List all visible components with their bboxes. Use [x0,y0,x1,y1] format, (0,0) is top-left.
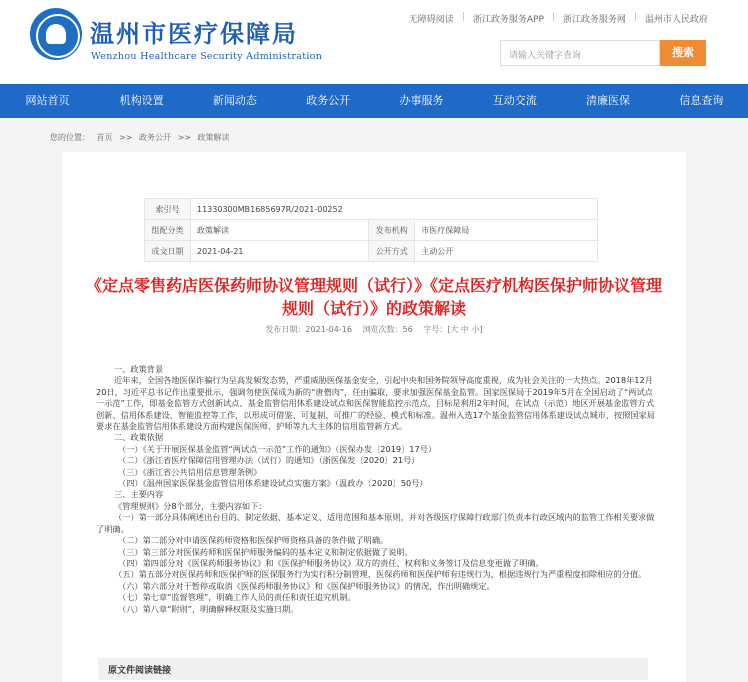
table-row [145,241,598,262]
top-link-app[interactable]: 浙江政务服务APP [472,15,544,25]
meta-value: 市医疗保障局 [415,220,598,241]
site-subtitle: Wenzhou Healthcare Security Administration [91,51,323,62]
article-paragraph: （七）第七章“监督管理”，明确工作人员的责任和责任追究机制。 [118,592,356,603]
article-paragraph: （三）第三部分对医保药师和医保护师服务编码的基本定义和制定依据做了说明。 [118,546,413,557]
nav-item-integrity[interactable]: 清廉医保 [586,94,631,107]
top-links [409,12,708,25]
nav-item-home[interactable]: 网站首页 [25,94,70,107]
breadcrumb [50,132,234,143]
table-row [145,220,598,241]
article-title: 《定点零售药店医保药师协议管理规则（试行）》《定点医疗机构医保护师协议管理规则（试行）》的政策解读 [85,276,662,318]
publish-info [62,324,686,335]
divider: | [551,12,555,22]
article-body [96,364,656,615]
article-paragraph: 近年来，全国各地医保诈骗行为呈高发频发态势，严重威胁医保基金安全，引起中央和国务院领导高度重视，成为社会关注的一大热点。2018年12月20日，习近平总书记作出重要批示，强调勿使医保成为新的“唐僧肉”，任由骗取，要求加强医保基金监管。国家医保局于2019年5月在全国启动了“两试点一示范”工作，即基金监管方式创新试点、基金监管信用体系建设试点和医保智能监控示范点，目标是利用2年时间，在试点（示范）地区开展基金监管方式创新、信用体系建设、智能监控等工作，以形成可借鉴、可复制、可推广的经验、模式和标准。温州入选17个基金监管信用体系建设试点城市，按照国家局要求在基金监管信用体系建设方面构建医保医师、护师等九大主体的信用监管新方式。 [96,375,655,432]
top-link-gov[interactable]: 温州市人民政府 [644,15,708,25]
meta-value: 主动公开 [415,241,598,262]
article-paragraph: 一、政策背景 [114,364,164,374]
meta-value: 政策解读 [191,220,369,241]
main-nav [0,84,748,118]
meta-label: 组配分类 [145,220,191,241]
breadcrumb-home[interactable]: 首页 [96,133,113,142]
meta-label: 索引号 [145,199,191,220]
nav-item-news[interactable]: 新闻动态 [212,94,257,107]
site-logo[interactable] [30,8,82,60]
article-paragraph: 二、政策依据 [114,432,164,443]
meta-label: 成文日期 [145,241,191,262]
search-input[interactable]: 请输入关键字查询 [500,40,660,66]
article-paragraph: （八）第八章“附则”，明确解释权限及实施日期。 [118,603,299,614]
article-paragraph: （一）《关于开展医保基金监管“两试点一示范”工作的通知》（医保办发〔2019〕17号） [118,443,437,454]
font-size-control[interactable]: 字号：[大 中 小] [423,325,483,334]
meta-label: 公开方式 [369,241,415,262]
top-link-accessible[interactable]: 无障碍阅读 [408,15,454,25]
top-link-service[interactable]: 浙江政务服务网 [562,15,626,25]
article-paragraph: 《管理规则》分8个部分，主要内容如下： [114,500,267,511]
breadcrumb-prefix: 您的位置： [50,133,90,142]
article-panel [62,152,686,682]
meta-value: 11330300MB1685697R/2021-00252 [191,199,598,220]
nav-item-org[interactable]: 机构设置 [119,94,164,107]
article-paragraph: （五）第五部分对医保药师和医保护师的医保服务行为实行积分制管理，医保药师和医保护师有违规行为，根据违规行为严重程度扣除相应的分值。 [114,569,647,580]
shield-icon [46,24,66,44]
breadcrumb-separator: >> [119,133,133,142]
meta-table [144,198,598,262]
article-paragraph: （四）第四部分对《医保药师服务协议》和《医保护师服务协议》双方的责任、权利和义务签订及信息变更做了明确。 [118,557,544,568]
publish-date: 发布日期：2021-04-16 [265,325,352,334]
divider: | [633,12,637,22]
site-header [0,0,748,84]
search-button[interactable]: 搜索 [660,40,706,66]
meta-label: 发布机构 [369,220,415,241]
article-paragraph: （一）第一部分具体阐述出台目的、制定依据、基本定义、适用范围和基本原则，并对各级医疗保障行政部门负责本行政区域内的监管工作相关要求做了明确。 [96,512,655,534]
nav-item-public[interactable]: 政务公开 [306,94,351,107]
nav-item-query[interactable]: 信息查询 [679,94,724,107]
article-paragraph: （六）第六部分对于暂停或取消《医保药师服务协议》和《医保护师服务协议》的情况，作出明确规定。 [118,580,495,591]
breadcrumb-separator: >> [177,133,191,142]
article-paragraph: （二）第二部分对申请医保药师资格和医保护师资格具备的条件做了明确。 [118,535,389,546]
article-paragraph: （三）《浙江省公共信用信息管理条例》 [118,466,262,477]
breadcrumb-current[interactable]: 政策解读 [197,133,230,142]
divider: | [461,12,465,22]
article-paragraph: （二）《浙江省医疗保障信用管理办法（试行）的通知》（浙医保发〔2020〕21号） [118,455,420,466]
nav-item-interact[interactable]: 互动交流 [492,94,537,107]
site-title: 温州市医疗保障局 [90,19,298,48]
breadcrumb-public[interactable]: 政务公开 [139,133,172,142]
table-row [145,199,598,220]
nav-item-services[interactable]: 办事服务 [399,94,444,107]
original-file-link[interactable]: 原文件阅读链接 [98,658,648,680]
article-paragraph: 三、主要内容 [114,489,164,500]
article-paragraph: （四）《温州国家医保基金监管信用体系建设试点实施方案》（温政办〔2020〕50号） [118,478,428,489]
view-count: 浏览次数：56 [362,325,413,334]
meta-value: 2021-04-21 [191,241,369,262]
